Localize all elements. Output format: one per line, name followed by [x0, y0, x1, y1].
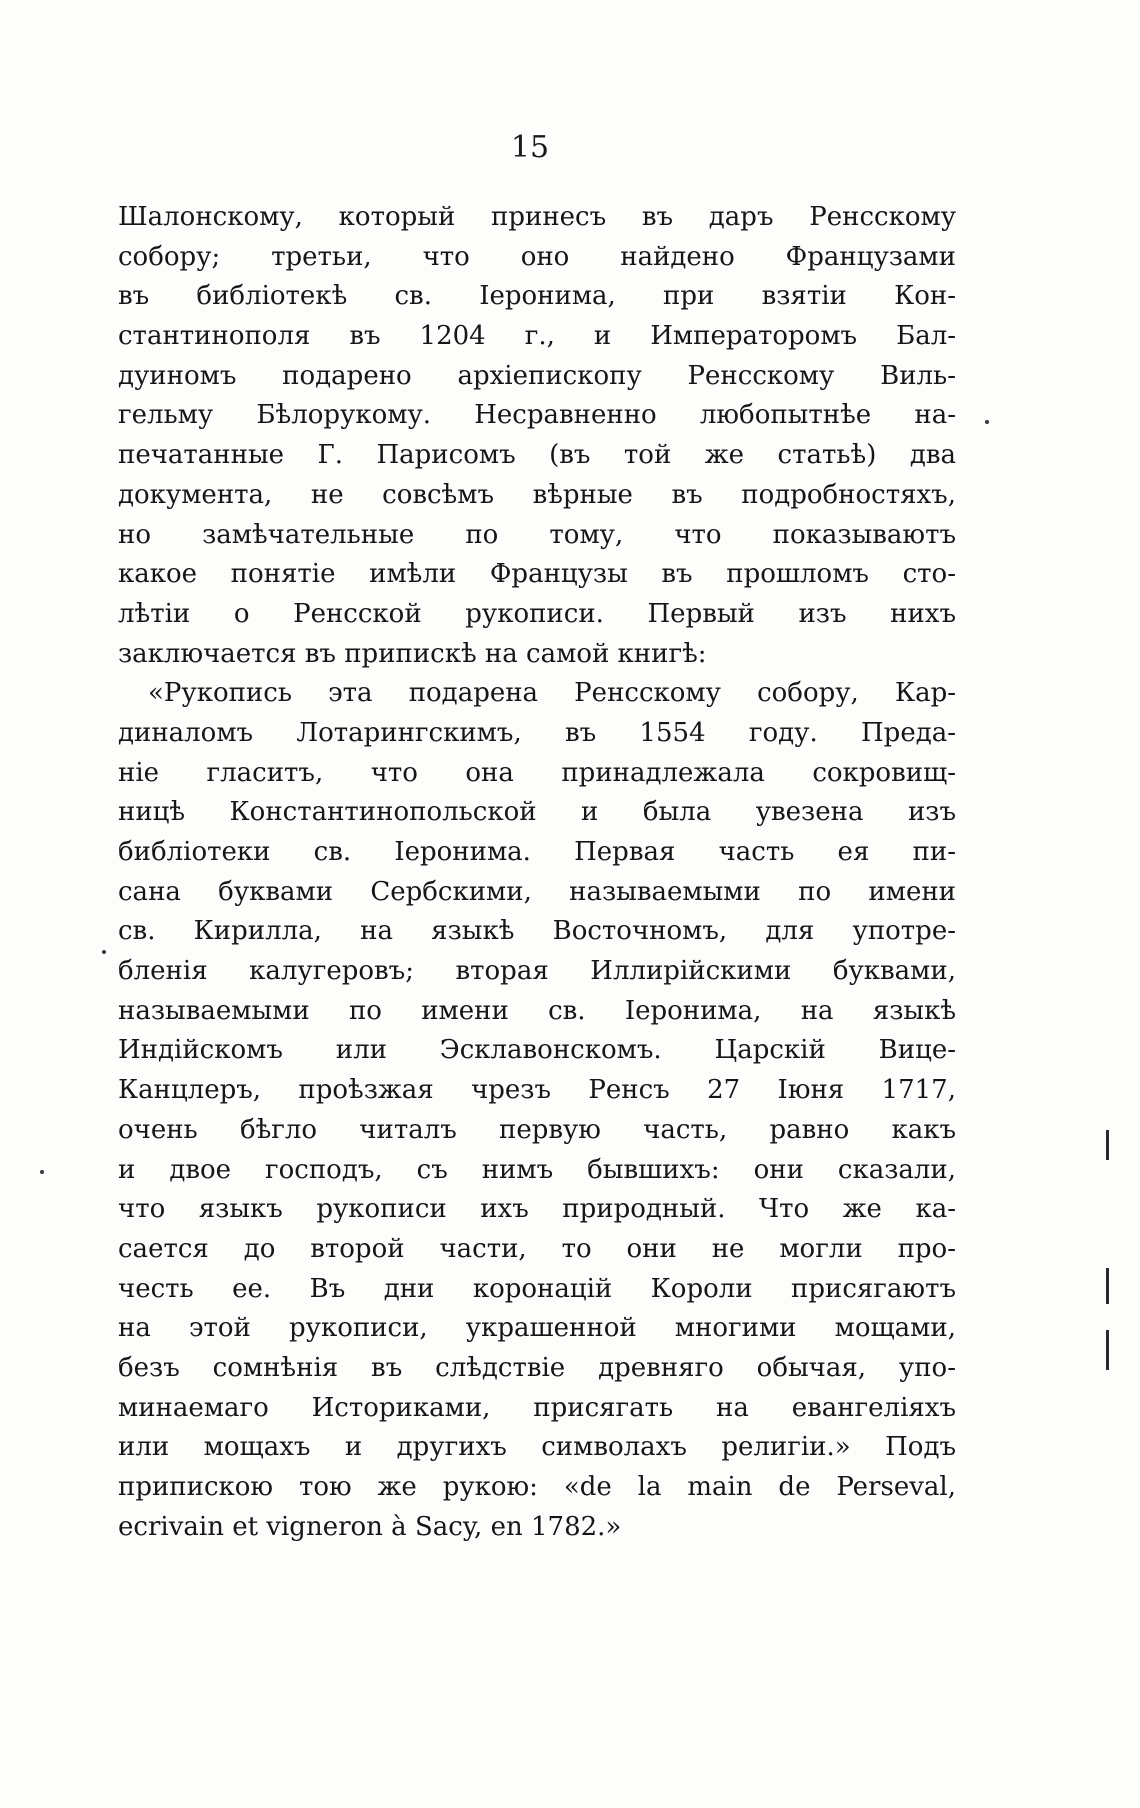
text-line: лѣтіи о Ренсской рукописи. Первый изъ нихъ — [118, 598, 956, 629]
text-line: гельму Бѣлорукому. Несравненно любопытнѣе на- — [118, 400, 956, 431]
scan-speck — [102, 950, 106, 954]
quote-line: на этой рукописи, украшенной многими мощами, — [118, 1313, 956, 1344]
quote-line: ecrivain et vigneron à Sacy, en 1782.» — [118, 1511, 622, 1542]
quote-line: ницѣ Константинопольской и была увезена изъ — [118, 797, 956, 828]
quote-line: и двое господъ, съ нимъ бывшихъ: они сказали, — [118, 1154, 956, 1185]
text-line: въ библіотекѣ св. Іеронима, при взятіи Кон- — [118, 281, 956, 312]
quote-line: очень бѣгло читалъ первую часть, равно какъ — [118, 1114, 956, 1145]
text-line: печатанные Г. Парисомъ (въ той же статьѣ) два — [118, 440, 956, 471]
quote-line: безъ сомнѣнія въ слѣдствіе древняго обычая, упо- — [118, 1352, 956, 1383]
quote-line: ніе гласитъ, что она принадлежала сокровищ- — [118, 757, 956, 788]
quote-line: бленія калугеровъ; вторая Иллирійскими буквами, — [118, 956, 956, 987]
quote-line: что языкъ рукописи ихъ природный. Что же ка- — [118, 1194, 956, 1225]
scan-edge-mark — [1106, 1268, 1109, 1304]
scan-speck — [40, 1170, 44, 1174]
scan-speck — [985, 420, 989, 424]
text-line: собору; третьи, что оно найдено Французами — [118, 241, 956, 272]
quote-line: припискою тою же рукою: «de la main de Perseval, — [118, 1472, 956, 1502]
text-line: какое понятіе имѣли Французы въ прошломъ сто- — [118, 559, 956, 590]
quote-line: «Рукопись эта подарена Ренсскому собору, Кар- — [148, 678, 956, 709]
quote-line: Индійскомъ или Эсклавонскомъ. Царскій Вице- — [118, 1035, 956, 1066]
quote-line: честь ее. Въ дни коронацій Короли присягаютъ — [118, 1273, 956, 1304]
scan-edge-mark — [1106, 1130, 1109, 1160]
quote-line: Канцлеръ, проѣзжая чрезъ Ренсъ 27 Іюня 1717, — [118, 1075, 956, 1106]
text-line: стантинополя въ 1204 г., и Императоромъ Бал- — [118, 321, 956, 352]
text-line: заключается въ припискѣ на самой книгѣ: — [118, 638, 707, 669]
body-text — [118, 198, 956, 1547]
page-number: 15 — [510, 130, 550, 165]
scan-edge-mark — [1106, 1330, 1109, 1370]
quote-line: диналомъ Лотарингскимъ, въ 1554 году. Преда- — [118, 717, 956, 748]
quote-line: сается до второй части, то они не могли про- — [118, 1233, 956, 1264]
text-line: Шалонскому, который принесъ въ даръ Ренсскому — [118, 202, 956, 232]
quote-line: св. Кирилла, на языкѣ Восточномъ, для употре- — [118, 916, 956, 947]
quote-line: библіотеки св. Іеронима. Первая часть ея пи- — [118, 837, 956, 867]
text-line: но замѣчательные по тому, что показываютъ — [118, 519, 956, 550]
text-line: дуиномъ подарено архіепископу Ренсскому Виль- — [118, 360, 956, 391]
text-line: документа, не совсѣмъ вѣрные въ подробностяхъ, — [118, 479, 956, 510]
quote-line: сана буквами Сербскими, называемыми по имени — [118, 876, 956, 907]
quote-line: минаемаго Историками, присягать на евангеліяхъ — [118, 1392, 956, 1423]
quote-line: называемыми по имени св. Іеронима, на языкѣ — [118, 995, 956, 1026]
quote-line: или мощахъ и другихъ символахъ религіи.» Подъ — [118, 1432, 956, 1463]
